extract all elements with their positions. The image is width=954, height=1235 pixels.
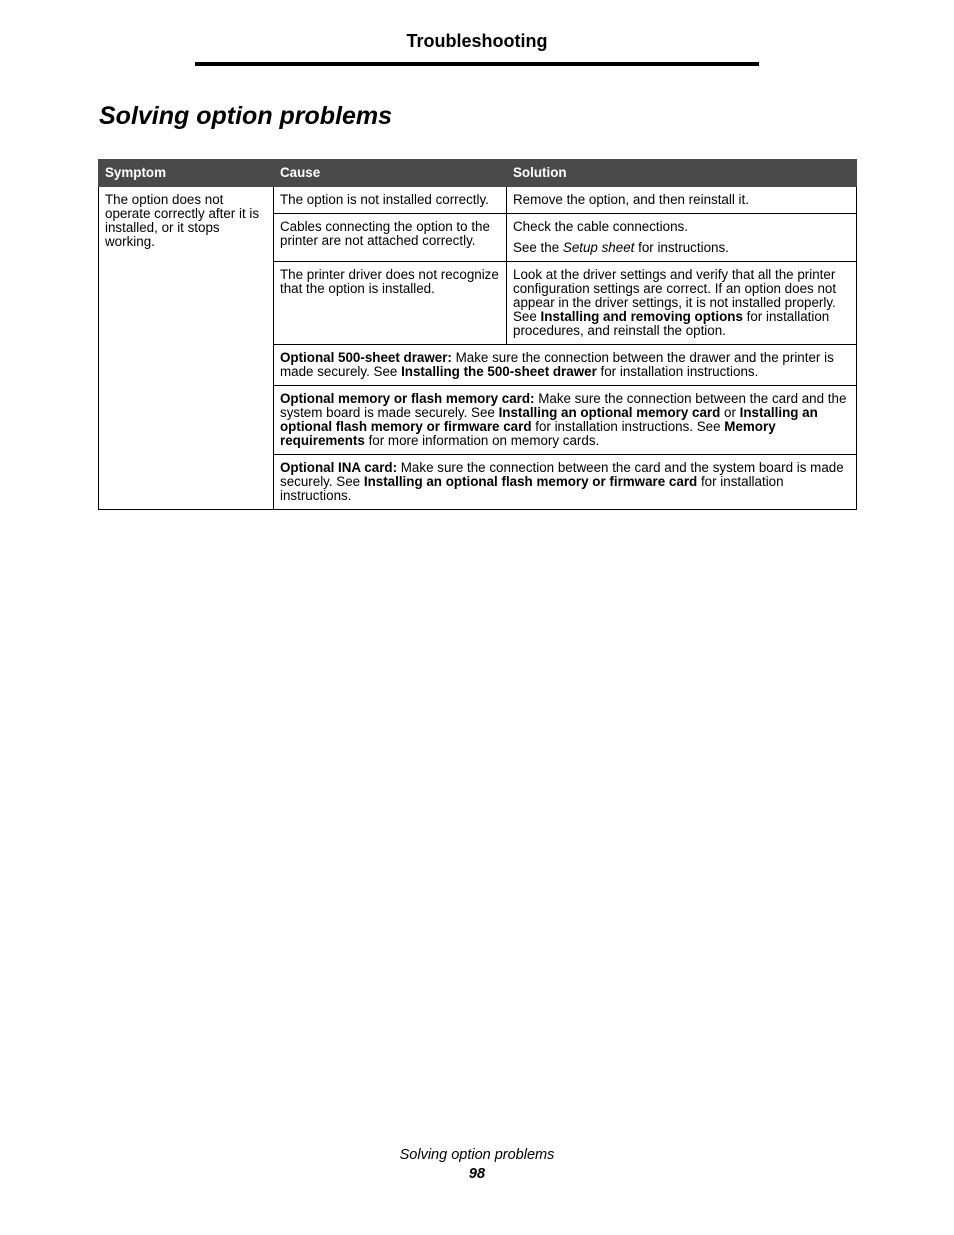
note-cell: [274, 455, 857, 510]
solution-line: [513, 241, 850, 255]
note-label: Optional INA card:: [280, 460, 398, 475]
text-run: See the: [513, 240, 563, 255]
page-title: Solving option problems: [99, 102, 393, 130]
note-cell: [274, 345, 857, 386]
text-run: for installation instructions.: [280, 474, 784, 503]
running-header: Troubleshooting: [406, 31, 548, 51]
solution-cell: [507, 214, 857, 262]
text-run: for installation procedures, and reinstall the option.: [513, 309, 830, 338]
cross-reference: Memory requirements: [280, 419, 776, 448]
symptom-cell: The option does not operate correctly after it is installed, or it stops working.: [99, 187, 274, 510]
solution-cell: Remove the option, and then reinstall it.: [507, 187, 857, 214]
setup-sheet-reference: Setup sheet: [562, 240, 635, 255]
solution-cell: [507, 262, 857, 345]
text-run: for instructions.: [634, 240, 729, 255]
column-header-symptom: Symptom: [99, 160, 274, 187]
solution-line: Check the cable connections.: [513, 219, 688, 234]
column-header-solution: Solution: [507, 160, 857, 187]
text-run: for more information on memory cards.: [364, 433, 600, 448]
text-run: Make sure the connection between the drawer and the printer is made securely. See: [280, 350, 834, 379]
cross-reference: Installing an optional flash memory or firmware card: [280, 405, 818, 434]
cross-reference: Installing the 500-sheet drawer: [401, 364, 597, 379]
page-number: 98: [468, 1166, 486, 1182]
cause-cell: Cables connecting the option to the printer are not attached correctly.: [274, 214, 507, 262]
cross-reference: Installing an optional memory card: [498, 405, 721, 420]
text-run: Look at the driver settings and verify that all the printer configuration settings are correct. If an option does not appear in the driver settings, it is not installed properly. See: [513, 267, 837, 324]
footer-title: Solving option problems: [399, 1147, 555, 1163]
table-row: [99, 187, 857, 214]
text-run: or: [720, 405, 740, 420]
header-rule: [195, 62, 759, 66]
cross-reference: Installing and removing options: [540, 309, 743, 324]
note-label: Optional memory or flash memory card:: [280, 391, 535, 406]
text-run: Make sure the connection between the card and the system board is made securely. See: [280, 391, 847, 420]
cause-cell: The printer driver does not recognize that the option is installed.: [274, 262, 507, 345]
cross-reference: Installing an optional flash memory or firmware card: [363, 474, 698, 489]
cause-cell: The option is not installed correctly.: [274, 187, 507, 214]
option-problems-table: [98, 159, 857, 510]
text-run: Make sure the connection between the card and the system board is made securely. See: [280, 460, 844, 489]
text-run: for installation instructions.: [596, 364, 759, 379]
note-label: Optional 500-sheet drawer:: [280, 350, 452, 365]
note-cell: [274, 386, 857, 455]
table-header-row: [99, 160, 857, 187]
text-run: for installation instructions. See: [531, 419, 725, 434]
column-header-cause: Cause: [274, 160, 507, 187]
